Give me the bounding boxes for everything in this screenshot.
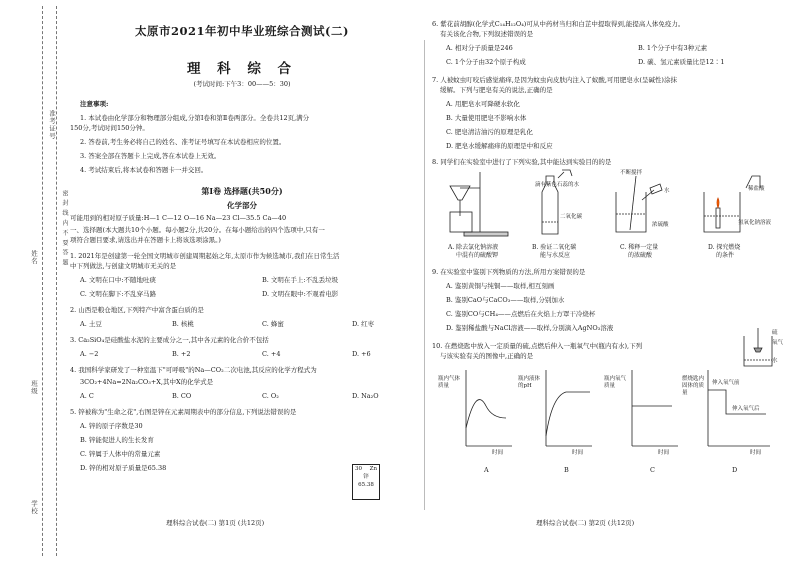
label-co2: 二氧化碳 bbox=[560, 214, 583, 220]
option: A. 鉴别黄铜与纯铜——取样,相互刻画 bbox=[446, 282, 555, 290]
caption-line: 的浓硫酸 bbox=[628, 252, 653, 259]
question-9: 9. 在实验室中鉴别下列物质的方法,所用方案错误的是 bbox=[432, 268, 586, 276]
q8-caption-a bbox=[448, 244, 498, 260]
graph-a-xlabel: 时间 bbox=[492, 450, 504, 456]
question-6: 有关该化合物,下列叙述错误的是 bbox=[440, 30, 534, 38]
q8-caption-b bbox=[532, 244, 576, 260]
atomic-number: 30 bbox=[355, 466, 362, 472]
label-conc-acid: 浓硫酸 bbox=[652, 222, 669, 228]
section-intro: 一、选择题(本大题共10个小题。每小题2分,共20分。在每小题给出的四个选项中,只有一 bbox=[70, 226, 325, 234]
section-intro: 项符合题目要求,请选出并在答题卡上将该选项涂黑。) bbox=[70, 236, 221, 244]
graph-b-xlabel: 时间 bbox=[572, 450, 584, 456]
cut-line bbox=[56, 6, 57, 556]
q8-caption-d bbox=[708, 244, 740, 260]
graph-b bbox=[546, 370, 592, 446]
atomic-masses: 可能用到的相对原子质量:H—1 C—12 O—16 Na—23 Cl—35.5 Ca—40 bbox=[70, 214, 287, 222]
option: C. 锌属于人体中的常量元素 bbox=[80, 450, 161, 458]
option: A. C bbox=[80, 392, 94, 400]
option: A. 用肥皂水可降硬水软化 bbox=[446, 100, 520, 108]
graph-d-xlabel: 时间 bbox=[750, 450, 762, 456]
graph-b-letter: B bbox=[564, 466, 569, 474]
option: C. O₂ bbox=[262, 392, 279, 400]
question-2: 2. 山西是粮仓地区,下列特产中富含蛋白质的是 bbox=[70, 306, 204, 314]
option: A. 锌的原子序数是30 bbox=[80, 422, 143, 430]
label-sulfur: 硫 bbox=[772, 330, 778, 336]
subject-title: 理 科 综 合 bbox=[186, 61, 298, 77]
option: D. 肥皂水缓解痛痒的原理是中和反应 bbox=[446, 142, 553, 150]
option: B. 1个分子中有3种元素 bbox=[638, 44, 708, 52]
option: C. +4 bbox=[262, 350, 281, 358]
option: B. 核桃 bbox=[172, 320, 194, 328]
question-1: 中下列做法,与创建文明城市无关的是 bbox=[70, 262, 177, 270]
notice-line: 2. 答卷前,考生务必将自己的姓名、准考证号填写在本试卷相应的位置。 bbox=[80, 138, 286, 146]
graph-d-note1: 伸入氧气前 bbox=[712, 380, 740, 386]
option: C. 肥皂清洁油污的原理是乳化 bbox=[446, 128, 533, 136]
graph-c-letter: C bbox=[650, 466, 655, 474]
caption-line: D. 探究燃烧 bbox=[708, 244, 741, 251]
label-water: 水 bbox=[664, 188, 670, 194]
school-label: 学校 bbox=[30, 500, 38, 515]
element-symbol: Zn bbox=[369, 466, 377, 472]
exam-title: 太原市2021年初中毕业班综合测试(二) bbox=[135, 24, 349, 38]
graph-c-ylabel: 瓶内氧气质量 bbox=[604, 376, 627, 389]
question-5: 5. 锌被称为"生命之花",右图是锌在元素周期表中的部分信息,下列说法错误的是 bbox=[70, 408, 297, 416]
question-4: 3CO₂+4Na=2Na₂CO₃+X,其中X的化学式是 bbox=[80, 378, 214, 386]
seal-line bbox=[42, 6, 43, 556]
page-footer: 理科综合试卷(二) 第1页 (共12页) bbox=[166, 519, 265, 527]
caption-line: C. 稀释一定量 bbox=[620, 244, 659, 251]
option: B. +2 bbox=[172, 350, 191, 358]
question-7: 缓解。下列与肥皂有关的说法,正确的是 bbox=[440, 86, 553, 94]
graph-d-note2: 伸入氧气后 bbox=[732, 406, 760, 412]
binding-strip bbox=[0, 0, 68, 562]
option: B. CO bbox=[172, 392, 192, 400]
q8-apparatus-figures bbox=[446, 168, 776, 240]
option: C. 1个分子由32个原子构成 bbox=[446, 58, 526, 66]
graph-a-ylabel: 瓶内气体质量 bbox=[438, 376, 461, 389]
option: D. Na₂O bbox=[352, 392, 379, 400]
label-naoh: 氢氧化钠溶液 bbox=[738, 220, 772, 226]
option: B. 文明在手上:不乱丢垃圾 bbox=[262, 276, 339, 284]
page-footer: 理科综合试卷(二) 第2页 (共12页) bbox=[536, 519, 635, 527]
name-label: 姓名 bbox=[30, 250, 38, 265]
option: D. 文明在眼中:不观看电影 bbox=[262, 290, 339, 298]
graph-c bbox=[632, 370, 678, 446]
option: D. 红枣 bbox=[352, 320, 375, 328]
option: B. 大量使用肥皂不影响水体 bbox=[446, 114, 527, 122]
option: D. 鉴别稀盐酸与NaCl溶液——取样,分别滴入AgNO₃溶液 bbox=[446, 324, 614, 332]
class-label: 班级 bbox=[30, 380, 38, 395]
label-oxygen: 氧气 bbox=[772, 340, 784, 346]
caption-line: B. 验证二氧化碳 bbox=[532, 244, 577, 251]
notice-line: 1. 本试卷由化学部分和物理部分组成,分第Ⅰ卷和第Ⅱ卷两部分。全卷共12页,满分 bbox=[80, 114, 310, 122]
option: A. 文明在口中:不随地吐痰 bbox=[80, 276, 157, 284]
option: A. −2 bbox=[80, 350, 99, 358]
seal-line-notice: 密 封 线 内 不 要 答 题 bbox=[61, 190, 68, 267]
graph-b-ylabel: 瓶内液体的pH bbox=[518, 376, 541, 389]
periodic-table-cell bbox=[352, 464, 380, 500]
caption-line: A. 除去氯化钠溶液 bbox=[448, 244, 499, 251]
option: C. 文明在脚下:不乱穿马路 bbox=[80, 290, 157, 298]
q8-caption-c bbox=[620, 244, 658, 260]
notice-heading: 注意事项: bbox=[80, 100, 109, 108]
graph-d-letter: D bbox=[732, 466, 738, 474]
graph-a bbox=[466, 370, 512, 446]
option: A. 土豆 bbox=[80, 320, 102, 328]
question-1: 1. 2021年是创建第一轮全国文明城市创建周期起始之年,太原市作为候选城市,我们在日常生活 bbox=[70, 252, 340, 260]
option: D. 锌的相对原子质量是65.38 bbox=[80, 464, 167, 472]
label-stir: 不断搅拌 bbox=[620, 170, 643, 176]
question-10: 与该实验有关的图像中,正确的是 bbox=[440, 352, 534, 360]
page-divider bbox=[424, 40, 425, 510]
option: B. 鉴别CaO与CaCO₃——取样,分别加水 bbox=[446, 296, 565, 304]
question-6: 6. 紫花前胡醇(化学式C₁₄H₁₂O₄)可从中药材当归和白芷中提取得到,能提高人体免疫力。 bbox=[432, 20, 685, 28]
option: C. 蜂蜜 bbox=[262, 320, 284, 328]
question-7: 7. 人被蚊虫叮咬后感觉痛痒,是因为蚊虫向皮肤内注入了蚁酸,可用肥皂水(呈碱性)涂抹 bbox=[432, 76, 677, 84]
exam-number-label: 准考证号 bbox=[48, 110, 56, 140]
caption-line: 能与水反应 bbox=[540, 252, 571, 259]
option: C. 鉴别CO与CH₄——点燃后在火焰上方罩干冷烧杯 bbox=[446, 310, 596, 318]
label-litmus-water: 滴有紫色石蕊的水 bbox=[535, 182, 580, 188]
atomic-mass: 65.38 bbox=[358, 482, 374, 488]
caption-line: 中混有的硫酸钾 bbox=[456, 252, 499, 259]
question-10: 10. 在燃烧匙中放入一定质量的硫,点燃后伸入一瓶氧气中(瓶内有水),下列 bbox=[432, 342, 643, 350]
caption-line: 的条件 bbox=[716, 252, 735, 259]
graph-c-xlabel: 时间 bbox=[658, 450, 670, 456]
part1-title: 第Ⅰ卷 选择题(共50分) bbox=[201, 186, 283, 196]
label-hcl: 稀盐酸 bbox=[748, 186, 765, 192]
exam-time: (考试时间:下午3：00——5：30) bbox=[193, 80, 291, 88]
option: B. 锌能促进人的生长发育 bbox=[80, 436, 154, 444]
question-4: 4. 我国科学家研发了一种室温下"可呼吸"的Na—CO₂二次电池,其反应的化学方程式为 bbox=[70, 366, 317, 374]
question-3: 3. Ca₂SiO₄是硅酸盐水泥的主要成分之一,其中各元素的化合价不包括 bbox=[70, 336, 269, 344]
question-8: 8. 同学们在实验室中进行了下列实验,其中能达到实验目的的是 bbox=[432, 158, 612, 166]
option: A. 相对分子质量是246 bbox=[446, 44, 513, 52]
notice-line: 4. 考试结束后,将本试卷和答题卡一并交回。 bbox=[80, 166, 208, 174]
element-name: 锌 bbox=[363, 474, 369, 480]
option: D. +6 bbox=[352, 350, 371, 358]
filtration-apparatus bbox=[450, 172, 508, 236]
graph-d-ylabel: 燃烧匙内固体的质量 bbox=[682, 376, 705, 396]
option: D. 碳、氢元素质量比是12∶1 bbox=[638, 58, 725, 66]
graph-a-letter: A bbox=[484, 466, 489, 474]
label-water-jar: 水 bbox=[772, 358, 778, 364]
notice-line: 150分,考试时间150分钟。 bbox=[70, 124, 149, 132]
chemistry-title: 化学部分 bbox=[227, 201, 257, 210]
notice-line: 3. 答案全部在答题卡上完成,答在本试卷上无效。 bbox=[80, 152, 221, 160]
